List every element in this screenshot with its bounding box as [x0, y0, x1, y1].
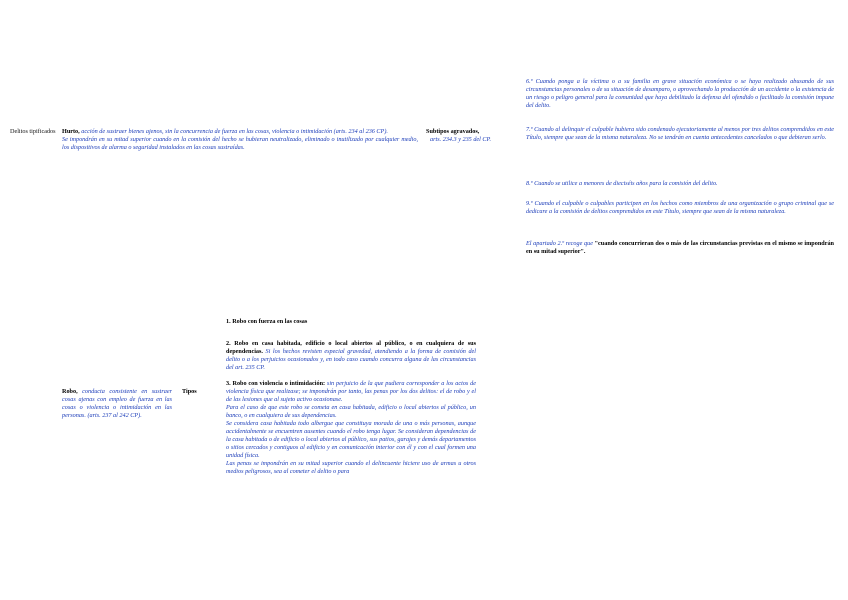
item-number: 8.º [526, 180, 533, 187]
robo-type-3-para3: Se considera casa habitada todo albergue que constituya morada de una o más personas, aunque accidentalmente se encuentren ausentes cuando el robo tenga lugar. Se consideran dependencias de la casa habitada o de edificio o local abiertos al público, sus patios, garajes y demás departamentos o sitios cercados y contiguos al edificio y en comunicación interior con él y con el cual formen una unidad física. [226, 420, 476, 459]
robo-type-2-title: 2. Robo en casa habitada, edificio o local abiertos al público, o en cualquiera de sus dependencias. [226, 340, 476, 355]
tipos-block [226, 318, 476, 476]
subtypes-label: Subtipos agravados, [426, 128, 480, 135]
list-item [526, 78, 834, 118]
delitos-tipificados-label [10, 128, 56, 136]
hurto-note: Se impondrán en su mitad superior cuando en la comisión del hecho se hubieran neutralizado, eliminado o inutilizado por cualquier medio, los dispositivos de alarma o seguridad instalados en las cosas sustraídas. [62, 136, 418, 151]
robo-type-3-para4: Las penas se impondrán en su mitad superior cuando el delincuente hiciere uso de armas u otros medios peligrosos, sea al cometer el delito o para [226, 460, 476, 475]
list-item [526, 180, 834, 192]
list-item [526, 126, 834, 172]
hurto-block [62, 128, 418, 152]
robo-type-2 [226, 340, 476, 372]
item-text: Cuando el culpable o culpables participen en los hechos como miembros de una organización o grupo criminal que se dedicare a la comisión de delitos comprendidos en este Título, siempre que sean de la misma naturaleza. [526, 200, 834, 215]
robo-type-1-title: 1. Robo con fuerza en las cosas [226, 318, 308, 325]
item-number: 7.º [526, 126, 533, 133]
item-text: Cuando ponga a la víctima o a su familia en grave situación económica o se haya realizado abusando de sus circunstancias personales o de su situación de desamparo, o aprovechando la producción de un accidente o la existencia de un riesgo o peligro general para la comunidad que haya debilitado la defensa del ofendido o facilitado la comisión impune del delito. [526, 78, 835, 109]
robo-type-2-body: Si los hechos revisten especial gravedad, atendiendo a la forma de comisión del delito o a los perjuicios ocasionados y, en todo caso cuando concurra alguna de las circunstancias del art. 235 CP. [226, 348, 477, 371]
robo-type-1 [226, 318, 476, 332]
robo-title: Robo, [62, 388, 78, 395]
apartado-lead: El apartado 2.º recoge que [526, 240, 593, 247]
list-item [526, 200, 834, 232]
aggravating-list [526, 78, 834, 264]
hurto-title: Hurto, [62, 128, 80, 135]
apartado-quote: "cuando concurrieran dos o más de las circunstancias previstas en el mismo se impondrán en su mitad superior". [526, 240, 834, 255]
robo-definition: conducta consistente en sustraer cosas ajenas con empleo de fuerza en las cosas o violencia o intimidación en las personas. (arts. 237 al 242 CP). [62, 388, 172, 419]
item-number: 9.º [526, 200, 533, 207]
tipos-label: Tipos [182, 388, 197, 395]
robo-type-3-para2: Para el caso de que este robo se cometa en casa habitada, edificio o local abiertos al público, un banco, o en cualquiera de sus dependencias. [226, 404, 476, 419]
robo-type-3-body: sin perjuicio de la que pudiera corresponder a los actos de violencia física que realizase; se impondrán por tanto, las penas por los dos delitos: el de robo y el de las lesiones que al sujeto activo ocasionase. [226, 380, 476, 403]
hurto-definition: acción de sustraer bienes ajenos, sin la concurrencia de fuerza en las cosas, violencia o intimidación (arts. 234 al 236 CP). [81, 128, 388, 135]
robo-type-3 [226, 380, 476, 476]
item-number: 6.º [526, 78, 533, 85]
subtypes-block [426, 128, 518, 144]
subtypes-ref: arts. 234.3 y 235 del CP. [430, 136, 492, 143]
item-text: Cuando se utilice a menores de dieciséis años para la comisión del delito. [534, 180, 718, 187]
apartado-note [526, 240, 834, 256]
robo-block [62, 388, 172, 420]
item-text: Cuando al delinquir el culpable hubiera sido condenado ejecutoriamente al menos por tres delitos comprendidos en este Título, siempre que sean de la misma naturaleza. No se tendrán en cuenta antecedentes cancelados o que debieran serlo. [526, 126, 835, 141]
delitos-tipificados-text: Delitos tipificados [10, 128, 56, 135]
robo-type-3-title: 3. Robo con violencia o intimidación: [226, 380, 326, 387]
